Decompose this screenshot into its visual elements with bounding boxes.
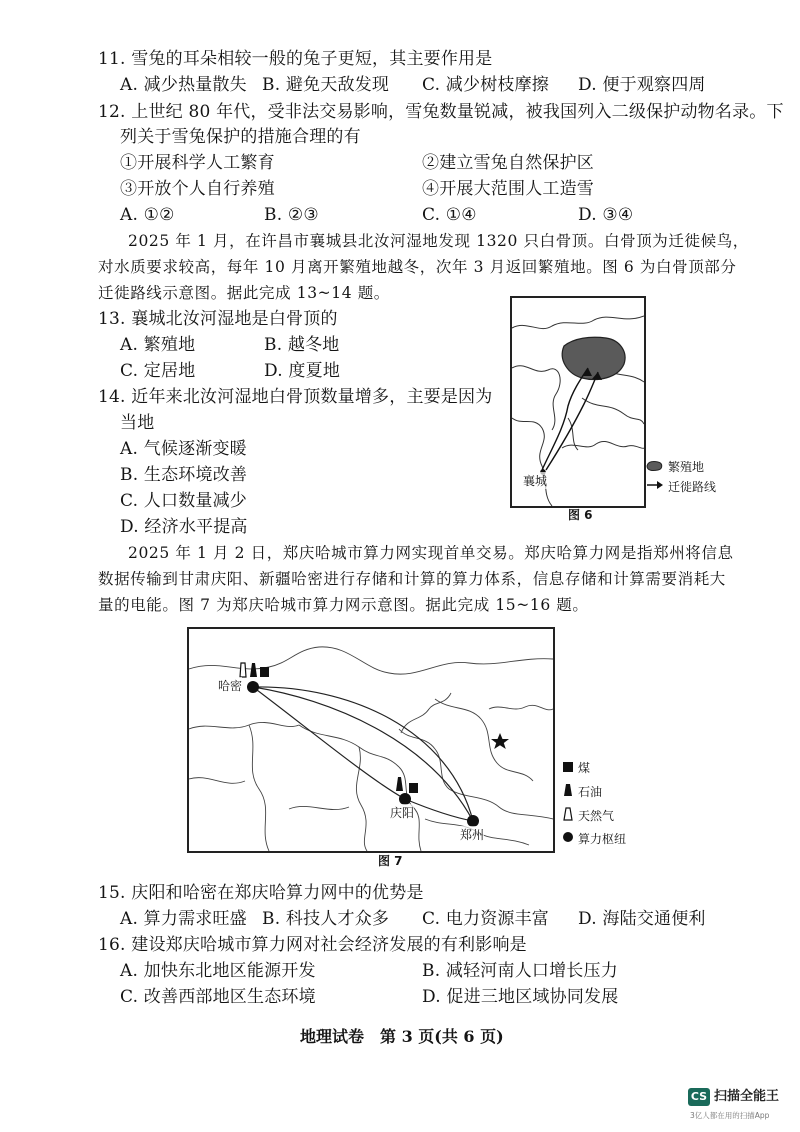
figure-7-map: [187, 627, 555, 853]
q16-option-c: C. 改善西部地区生态环境: [120, 987, 316, 1007]
q16-option-b: B. 减轻河南人口增长压力: [422, 961, 618, 981]
legend-route-icon: [646, 480, 664, 490]
q12-option-a: A. ①②: [120, 205, 175, 225]
page-footer: 地理试卷 第 3 页(共 6 页): [300, 1027, 504, 1046]
hami-resource-icons: [240, 663, 269, 677]
border-southwest: [189, 778, 245, 784]
q15-option-d: D. 海陆交通便利: [578, 909, 706, 929]
breeding-area: [562, 337, 625, 379]
coal-icon: [260, 667, 269, 677]
migration-route-2: [546, 372, 598, 470]
legend-oil-label: 石油: [578, 785, 603, 799]
legend-coal-icon: [562, 761, 574, 773]
q12-option-c: C. ①④: [422, 205, 477, 225]
q12-option-d: D. ③④: [578, 205, 634, 225]
legend-route-label: 迁徙路线: [668, 480, 717, 494]
river-west: [512, 366, 560, 430]
border-hebei: [489, 705, 553, 710]
border-henan: [449, 789, 553, 819]
q12-item-2: ②建立雪兔自然保护区: [422, 153, 594, 173]
qingyang-resource-icons: [396, 777, 418, 793]
zhengzhou-label: 郑州: [460, 828, 485, 842]
q14-option-c: C. 人口数量减少: [120, 491, 248, 511]
qingyang-label: 庆阳: [390, 806, 415, 820]
scanner-app-name: 扫描全能王: [714, 1089, 780, 1104]
capital-star-icon: [491, 733, 509, 749]
figure-6-caption: 图 6: [568, 508, 593, 522]
q15-option-c: C. 电力资源丰富: [422, 909, 550, 929]
border-innermongolia: [401, 693, 451, 733]
legend-gas-label: 天然气: [578, 809, 615, 823]
q12-item-4: ④开展大范围人工造雪: [422, 179, 594, 199]
q15-option-a: A. 算力需求旺盛: [120, 909, 247, 929]
q13-stem: 13. 襄城北汝河湿地是白骨顶的: [98, 309, 338, 329]
q14-option-b: B. 生态环境改善: [120, 465, 248, 485]
q13-option-c: C. 定居地: [120, 361, 196, 381]
border-shanxi: [435, 699, 533, 781]
q13-option-b: B. 越冬地: [264, 335, 340, 355]
network-line-hami-qingyang: [253, 687, 405, 799]
network-line-hami-zhengzhou-2: [253, 687, 473, 821]
border-east-2: [582, 398, 644, 424]
legend-coal-label: 煤: [578, 761, 591, 775]
border-ningxia: [399, 729, 449, 789]
figure-7-caption: 图 7: [378, 854, 403, 868]
q11-option-b: B. 避免天敌发现: [262, 75, 390, 95]
legend-breeding-icon: [646, 460, 664, 472]
passage1-line3: 迁徙路线示意图。据此完成 13~14 题。: [98, 284, 390, 302]
legend-breeding-label: 繁殖地: [668, 460, 705, 474]
q16-stem: 16. 建设郑庆哈城市算力网对社会经济发展的有利影响是: [98, 935, 527, 955]
q12-item-3: ③开放个人自行养殖: [120, 179, 275, 199]
q14-option-a: A. 气候逐渐变暖: [120, 439, 247, 459]
q12-item-1: ①开展科学人工繁育: [120, 153, 275, 173]
q13-option-a: A. 繁殖地: [120, 335, 196, 355]
border-tibet: [249, 725, 269, 851]
oil-icon: [396, 777, 403, 791]
q12-option-b: B. ②③: [264, 205, 319, 225]
coastline: [512, 316, 644, 329]
passage1-line1: 2025 年 1 月，在许昌市襄城县北汝河湿地发现 1320 只白骨顶。白骨顶为迁徙候鸟，: [128, 232, 749, 250]
network-line-hami-zhengzhou-1: [253, 687, 473, 821]
q13-option-d: D. 度夏地: [264, 361, 341, 381]
scanner-tagline: 3亿人都在用的扫描App: [690, 1111, 770, 1120]
border-south: [289, 806, 349, 809]
border-xinjiang-south: [189, 722, 299, 729]
legend-hub-icon: [562, 831, 574, 843]
passage2-line2: 数据传输到甘肃庆阳、新疆哈密进行存储和计算的算力体系，信息存储和计算需要消耗大: [98, 570, 726, 588]
q14-stem-line2: 当地: [120, 413, 155, 433]
border-qinghai: [356, 747, 367, 851]
migration-route-1: [542, 368, 588, 470]
passage1-line2: 对水质要求较高，每年 10 月离开繁殖地越冬，次年 3 月返回繁殖地。图 6 为白骨顶部分: [98, 258, 737, 276]
figure-7-svg: [189, 629, 553, 851]
q11-option-d: D. 便于观察四周: [578, 75, 706, 95]
q12-stem-line2: 列关于雪兔保护的措施合理的有: [120, 127, 361, 147]
legend-oil-icon: [562, 783, 574, 797]
q16-option-a: A. 加快东北地区能源开发: [120, 961, 316, 981]
hami-label: 哈密: [218, 679, 243, 693]
q11-option-a: A. 减少热量散失: [120, 75, 247, 95]
q16-option-d: D. 促进三地区域协同发展: [422, 987, 619, 1007]
oil-icon: [250, 663, 257, 677]
coal-icon: [409, 783, 418, 793]
passage2-line3: 量的电能。图 7 为郑庆哈城市算力网示意图。据此完成 15~16 题。: [98, 596, 589, 614]
legend-gas-icon: [562, 807, 574, 821]
natural-gas-icon: [240, 663, 246, 677]
scanner-logo-icon: CS: [688, 1088, 710, 1106]
q11-stem: 11. 雪兔的耳朵相较一般的兔子更短，其主要作用是: [98, 49, 493, 69]
hami-hub-point: [247, 681, 259, 693]
passage2-line1: 2025 年 1 月 2 日，郑庆哈城市算力网实现首单交易。郑庆哈算力网是指郑州将信息: [128, 544, 734, 562]
q14-stem-line1: 14. 近年来北汝河湿地白骨顶数量增多，主要是因为: [98, 387, 493, 407]
q14-option-d: D. 经济水平提高: [120, 517, 248, 537]
xiangcheng-label: 襄城: [523, 474, 548, 488]
q15-option-b: B. 科技人才众多: [262, 909, 390, 929]
legend-hub-label: 算力枢纽: [578, 832, 627, 846]
q12-stem-line1: 12. 上世纪 80 年代，受非法交易影响，雪兔数量锐减，被我国列入二级保护动物名录。下: [98, 102, 784, 122]
q15-stem: 15. 庆阳和哈密在郑庆哈算力网中的优势是: [98, 883, 424, 903]
q11-option-c: C. 减少树枝摩擦: [422, 75, 550, 95]
